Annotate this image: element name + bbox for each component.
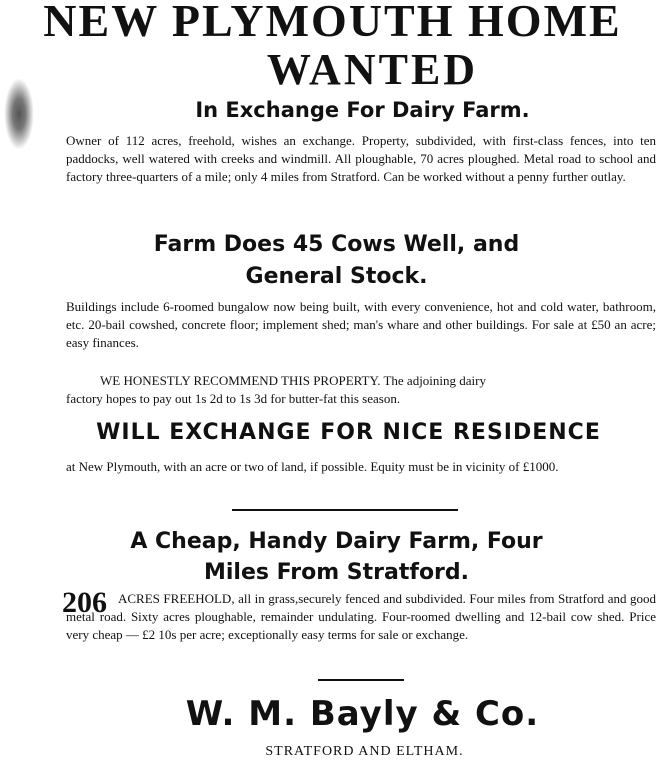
divider-rule-short (318, 679, 404, 681)
farm-heading-line2: General Stock. (245, 264, 428, 289)
divider-rule (232, 509, 458, 511)
intro-paragraph: Owner of 112 acres, freehold, wishes an exchange. Property, subdivided, with first-class fences, into ten paddocks, well watered with creeks and windmill. All ploughable, 70 acres ploughed. Metal road to school and factory three-quarters of a mile; only 4 miles from Stratford. Can be worked without a penny further outlay. (66, 133, 656, 184)
acres-paragraph: ACRES FREEHOLD, all in grass,securely fenced and subdivided. Four miles from Stratford and good metal road. Sixty acres ploughable, remainder undulating. Four-roomed dwelling and 12-bail cow shed. Price very cheap — £2 10s per acre; exceptionally easy terms for sale or exchange. (66, 591, 656, 642)
recommend-line1: WE HONESTLY RECOMMEND THIS PROPERTY. The adjoining dairy (100, 373, 486, 388)
headline-wanted: WANTED (266, 45, 479, 94)
company-name: W. M. Bayly & Co. (185, 694, 540, 734)
cheap-heading-line1: A Cheap, Handy Dairy Farm, Four (130, 529, 543, 554)
cheap-heading-line2: Miles From Stratford. (203, 560, 470, 585)
farm-heading-line1: Farm Does 45 Cows Well, and (153, 232, 520, 257)
acres-number: 206 (62, 586, 107, 619)
headline-subtitle: In Exchange For Dairy Farm. (195, 98, 530, 122)
headline-title: NEW PLYMOUTH HOME (43, 0, 622, 46)
exchange-heading: WILL EXCHANGE FOR NICE RESIDENCE (96, 420, 601, 445)
exchange-paragraph: at New Plymouth, with an acre or two of land, if possible. Equity must be in vicinity of £1000. (66, 459, 559, 474)
buildings-paragraph: Buildings include 6-roomed bungalow now being built, with every convenience, hot and cold water, bathroom, etc. 20-bail cowshed, concrete floor; implement shed; man's whare and other buildings. For sale at £50 an acre; easy finances. (66, 299, 656, 350)
company-towns: STRATFORD AND ELTHAM. (265, 744, 464, 759)
recommend-line2: factory hopes to pay out 1s 2d to 1s 3d for butter-fat this season. (66, 391, 401, 406)
